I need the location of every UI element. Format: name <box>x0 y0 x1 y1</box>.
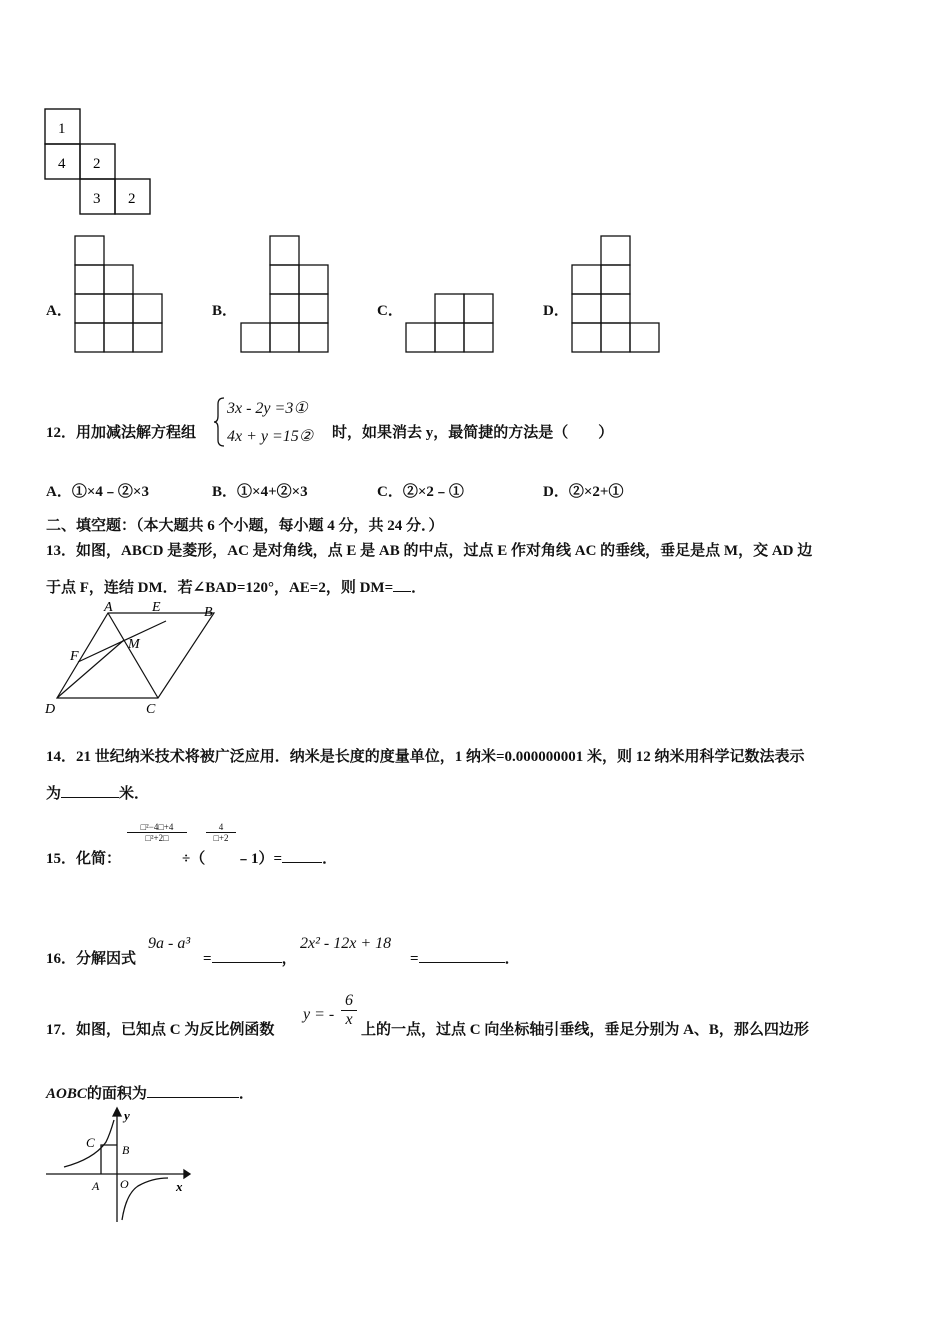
label-o: O <box>120 1177 129 1191</box>
label-d: D <box>45 702 56 717</box>
q12-eq2: 4x + y =15② <box>227 428 314 445</box>
label-m: M <box>128 637 140 652</box>
q12-option-c: C．②×2﹣① <box>377 484 464 500</box>
q12-eq1: 3x - 2y =3① <box>227 400 308 417</box>
view-cube <box>270 294 299 323</box>
label-c: C <box>146 702 156 717</box>
answer-blank[interactable] <box>393 577 411 592</box>
view-cube <box>133 294 162 323</box>
top-view-number: 4 <box>58 156 66 172</box>
view-cube <box>601 265 630 294</box>
q15-prefix: 15．化简： <box>46 851 122 867</box>
answer-blank[interactable] <box>147 1083 239 1098</box>
view-cube <box>104 265 133 294</box>
func-numerator: 6 <box>345 992 353 1009</box>
view-cube <box>435 294 464 323</box>
label-a: A <box>104 600 113 615</box>
line-dm <box>57 640 124 698</box>
view-cube <box>572 265 601 294</box>
top-view-number: 1 <box>58 121 66 137</box>
label-c: C <box>86 1135 95 1150</box>
q11-option-a-view <box>74 230 165 354</box>
q11-option-b-view <box>240 230 331 354</box>
view-cube <box>601 236 630 265</box>
q12-prefix: 12．用加减法解方程组 <box>46 425 197 441</box>
view-cube <box>75 294 104 323</box>
q12-option-d: D．②×2+① <box>543 484 624 500</box>
answer-blank[interactable] <box>419 948 505 963</box>
section-title: 二、填空题：（本大题共 6 个小题，每小题 4 分，共 24 分．） <box>46 518 444 534</box>
rhombus-abcd <box>57 613 214 698</box>
view-cube <box>75 265 104 294</box>
label-x: x <box>176 1179 183 1194</box>
q16-expr2: 2x² - 12x + 18 <box>300 935 392 952</box>
hyperbola-figure <box>44 1104 194 1228</box>
answer-blank[interactable] <box>61 783 119 798</box>
q17-suffix: 上的一点，过点 C 向坐标轴引垂线，垂足分别为 A、B，那么四边形 <box>361 1022 809 1038</box>
label-y: y <box>124 1108 130 1123</box>
view-cube <box>270 265 299 294</box>
top-view-figure <box>43 107 155 217</box>
q15-fraction-1 <box>127 822 187 843</box>
label-f: F <box>70 649 79 664</box>
q16-expr1: 9a - a³ <box>148 935 191 952</box>
label-a: A <box>92 1179 100 1193</box>
top-view-number: 2 <box>93 156 101 172</box>
q12-option-b: B．①×4+②×3 <box>212 484 308 500</box>
q13-line2: 于点 F，连结 DM．若∠BAD=120°，AE=2，则 DM= ． <box>46 576 426 597</box>
q11-option-c-view <box>405 230 496 354</box>
answer-blank[interactable] <box>282 848 322 863</box>
system-brace <box>214 396 226 448</box>
q16-answer1: = ， <box>203 947 297 968</box>
frac2-denominator: □+2 <box>206 832 236 843</box>
view-cube <box>435 323 464 352</box>
view-cube <box>464 294 493 323</box>
q11-option-d-view <box>571 230 662 354</box>
diagonal-ac <box>108 613 158 698</box>
view-cube <box>299 294 328 323</box>
answer-blank[interactable] <box>212 948 282 963</box>
q17-func-fraction <box>341 992 357 1029</box>
label-b: B <box>122 1143 130 1157</box>
q17-func-lhs: y = - <box>303 1006 335 1023</box>
func-denominator: x <box>341 1010 357 1029</box>
q15-tail: ﹣1）= ． <box>236 847 337 868</box>
view-cube <box>270 236 299 265</box>
x-axis-arrow <box>184 1170 190 1178</box>
q11-option-d-label: D． <box>543 303 569 319</box>
q12-option-a: A．①×4﹣②×3 <box>46 484 149 500</box>
top-view-number: 2 <box>128 191 136 207</box>
q14-line1: 14．21 世纪纳米技术将被广泛应用．纳米是长度的度量单位，1 纳米=0.000000001 米，则 12 纳米用科学记数法表示 <box>46 749 805 765</box>
q17-line2: AOBC的面积为 ． <box>46 1082 254 1103</box>
perpendiculars <box>101 1145 117 1174</box>
view-cube <box>299 323 328 352</box>
q15-fraction-2 <box>206 822 236 843</box>
view-cube <box>104 323 133 352</box>
label-b: B <box>204 605 213 620</box>
q11-option-b-label: B． <box>212 303 238 319</box>
view-cube <box>601 323 630 352</box>
view-cube <box>572 294 601 323</box>
top-view-number: 3 <box>93 191 101 207</box>
view-cube <box>464 323 493 352</box>
q14-line2: 为 米． <box>46 782 149 803</box>
frac1-denominator: □²+2□ <box>127 832 187 843</box>
view-cube <box>406 323 435 352</box>
view-cube <box>601 294 630 323</box>
q13-line1: 13．如图，ABCD 是菱形，AC 是对角线，点 E 是 AB 的中点，过点 E 作对角线 AC 的垂线，垂足是点 M，交 AD 边 <box>46 543 813 559</box>
view-cube <box>630 323 659 352</box>
hyperbola-branch-right <box>122 1178 168 1220</box>
frac2-numerator: 4 <box>218 822 224 832</box>
q12-suffix: 时，如果消去 y，最简捷的方法是（ ） <box>332 425 614 441</box>
label-e: E <box>152 600 161 615</box>
view-cube <box>241 323 270 352</box>
frac1-numerator: □²−4□+4 <box>140 822 174 832</box>
view-cube <box>572 323 601 352</box>
q16-prefix: 16．分解因式 <box>46 951 137 967</box>
q15-div: ÷（ <box>182 851 206 867</box>
y-axis-arrow <box>113 1108 121 1116</box>
view-cube <box>299 265 328 294</box>
view-cube <box>133 323 162 352</box>
view-cube <box>75 236 104 265</box>
q17-prefix: 17．如图，已知点 C 为反比例函数 <box>46 1022 275 1038</box>
view-cube <box>104 294 133 323</box>
q11-option-c-label: C． <box>377 303 403 319</box>
view-cube <box>270 323 299 352</box>
rhombus-figure <box>42 600 222 722</box>
q11-option-a-label: A． <box>46 303 72 319</box>
view-cube <box>75 323 104 352</box>
q16-answer2: = ． <box>410 947 520 968</box>
